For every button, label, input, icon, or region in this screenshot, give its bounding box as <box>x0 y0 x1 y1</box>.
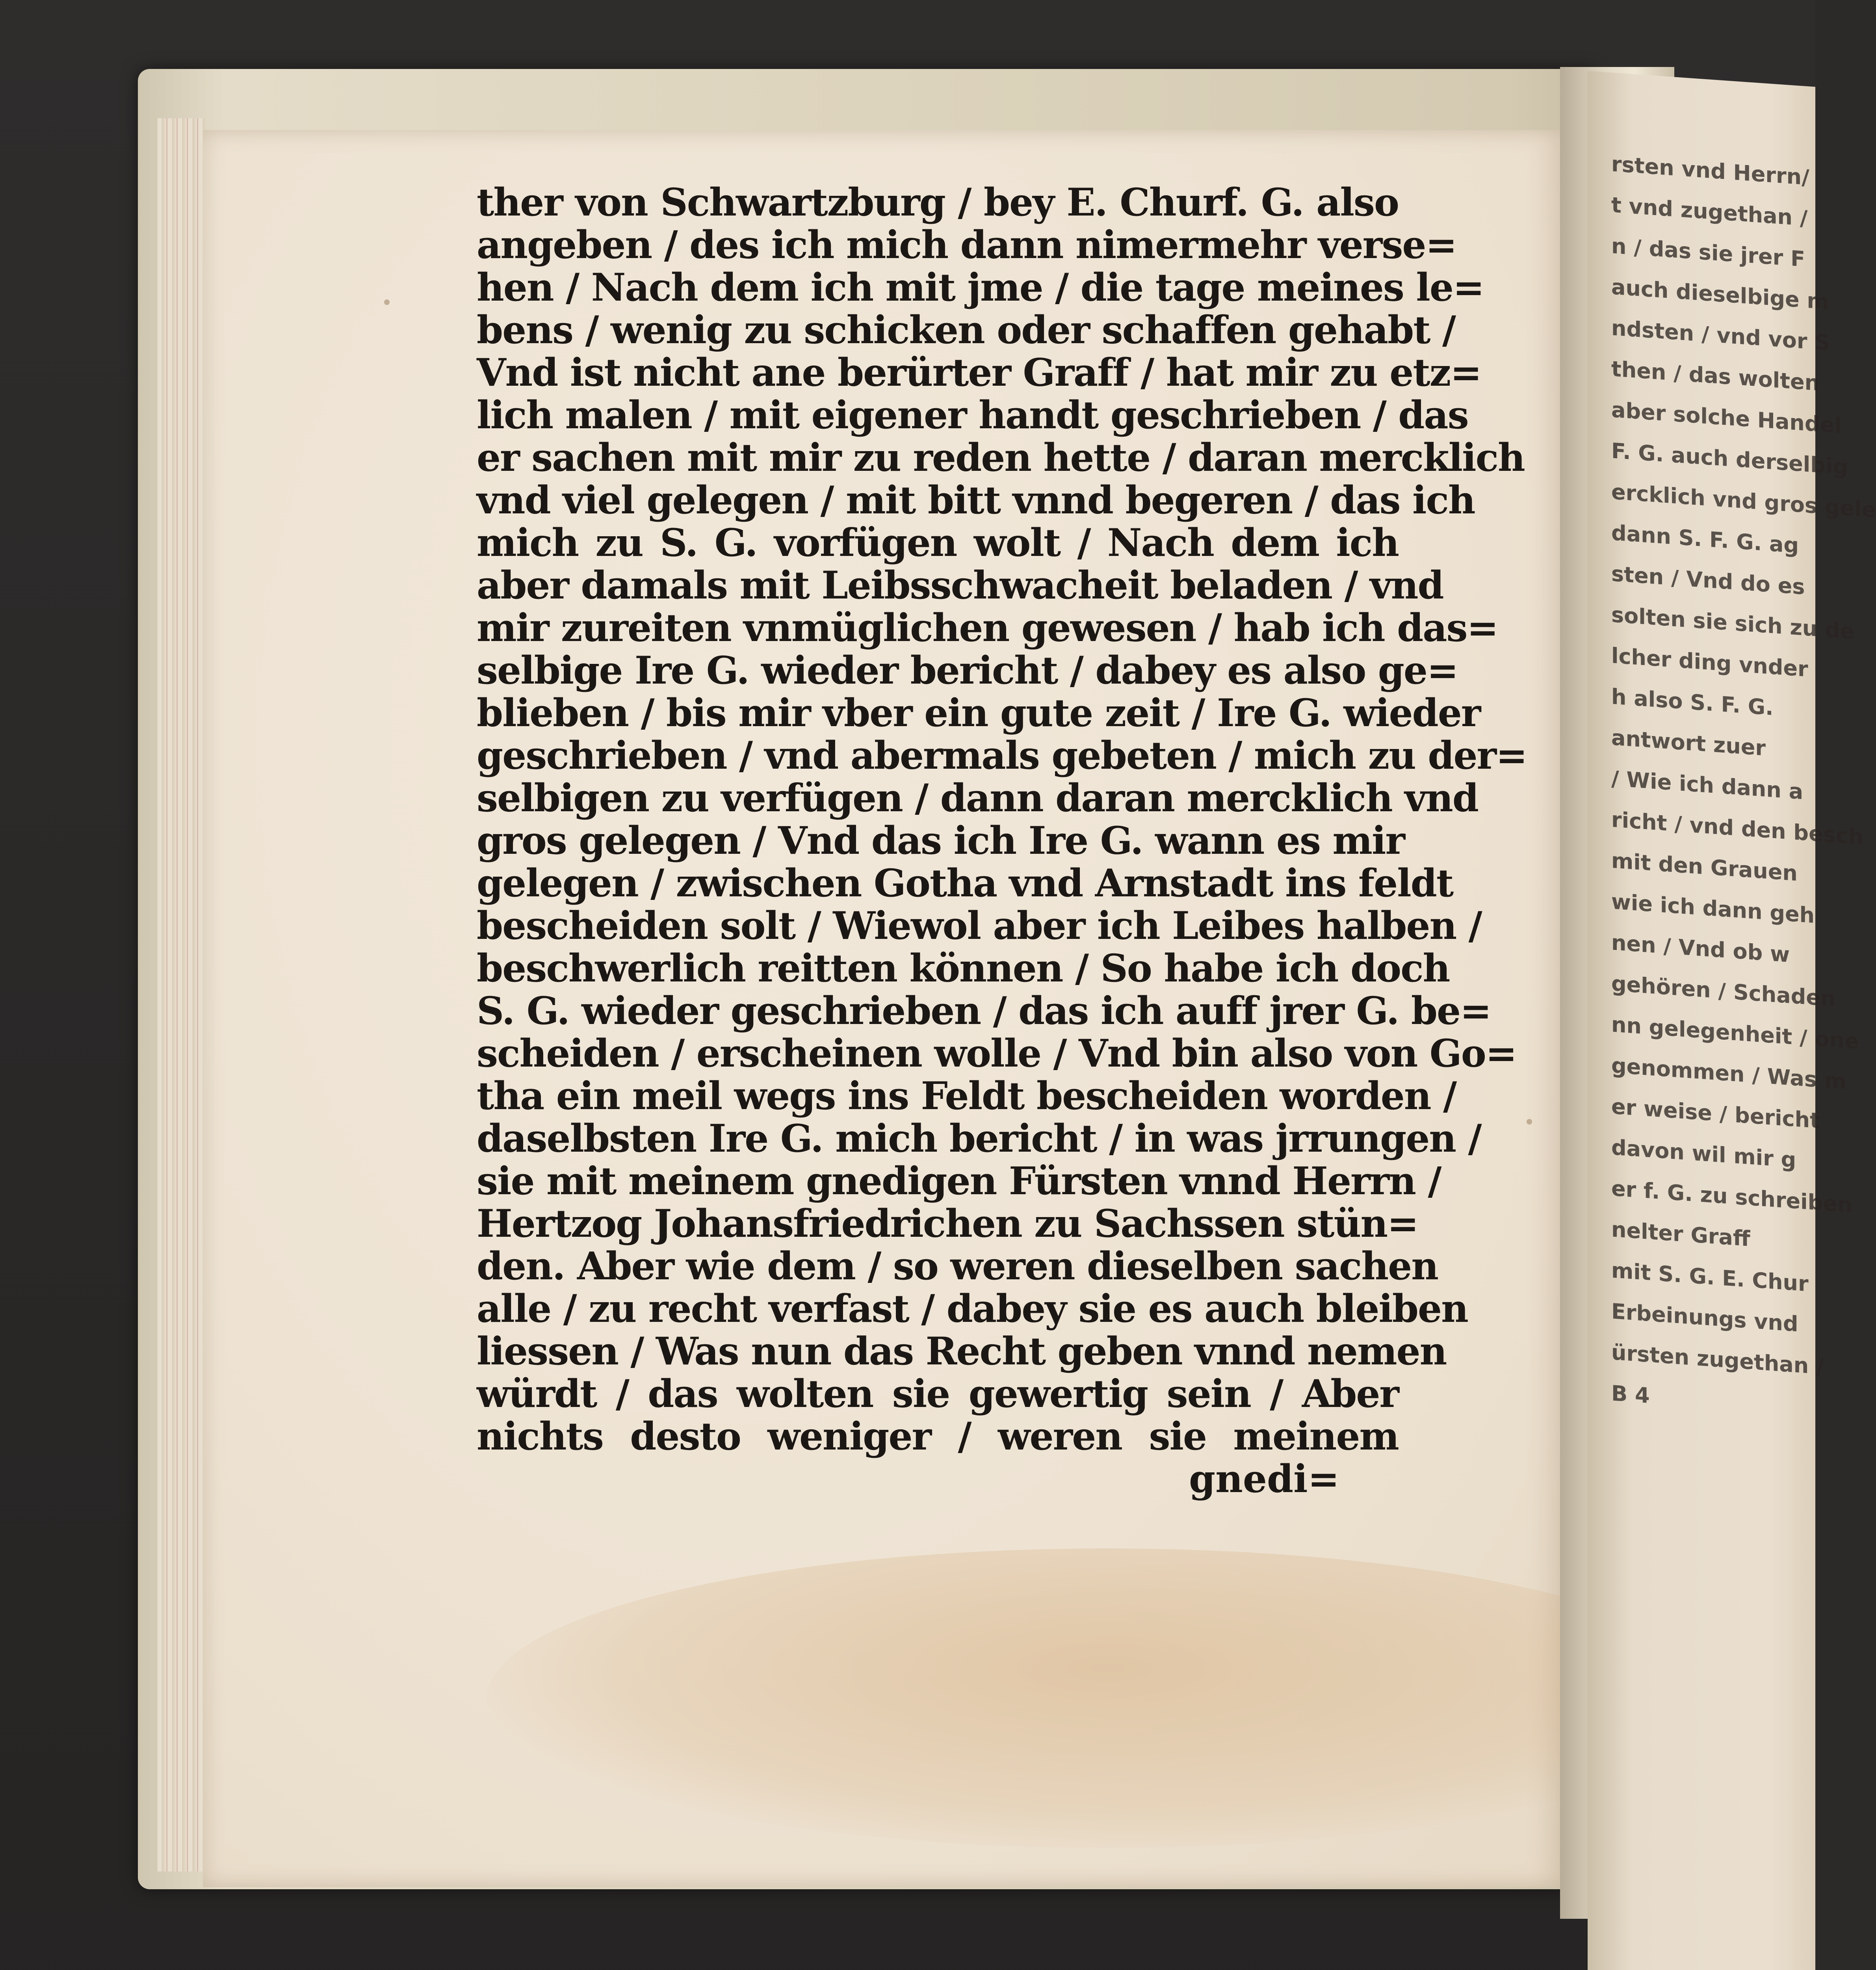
facing-text-line: er f. G. zu schreiben <box>1611 1176 1853 1218</box>
text-line: gros gelegen / Vnd das ich Ire G. wann es mir <box>477 818 1405 863</box>
facing-text-line: antwort zuer <box>1611 725 1766 761</box>
text-line: er sachen mit mir zu reden hette / daran mercklich <box>477 435 1525 480</box>
text-line: selbigen zu verfügen / dann daran mercklich vnd <box>477 776 1478 820</box>
text-line: geschrieben / vnd abermals gebeten / mich zu der= <box>477 733 1527 778</box>
facing-text-line: solten sie sich zu de <box>1611 602 1855 644</box>
text-line: selbige Ire G. wieder bericht / dabey es also ge= <box>477 648 1458 693</box>
text-line: hen / Nach dem ich mit jme / die tage meines le= <box>477 265 1484 310</box>
facing-text-line: / Wie ich dann a <box>1611 766 1804 805</box>
text-line: vnd viel gelegen / mit bitt vnnd begeren / das ich <box>477 478 1475 522</box>
facing-text-line: mit S. G. E. Chur <box>1611 1258 1809 1297</box>
facing-text-line: er weise / bericht <box>1611 1094 1820 1134</box>
facing-text-line: nn gelegenheit / one <box>1611 1012 1859 1054</box>
facing-text-line: nelter Graff <box>1611 1217 1750 1251</box>
text-line: den. Aber wie dem / so weren dieselben sachen <box>477 1244 1438 1288</box>
text-line: bescheiden solt / Wiewol aber ich Leibes halben / <box>477 903 1482 948</box>
text-line: sie mit meinem gnedigen Fürsten vnnd Herrn / <box>477 1159 1441 1203</box>
text-line: mir zureiten vnmüglichen gewesen / hab ich das= <box>477 606 1498 650</box>
facing-text-line: sten / Vnd do es <box>1611 561 1805 600</box>
text-line: blieben / bis mir vber ein gute zeit / Ire G. wieder <box>477 691 1480 735</box>
facing-text-line: mit den Grauen <box>1611 848 1798 886</box>
water-stain <box>487 1548 1727 1848</box>
text-line: Hertzog Johansfriedrichen zu Sachssen stün= <box>477 1201 1418 1246</box>
text-line: angeben / des ich mich dann nimermehr verse= <box>477 223 1456 267</box>
text-line: tha ein meil wegs ins Feldt bescheiden worden / <box>477 1074 1456 1118</box>
text-line: mich zu S. G. vorfügen wolt / Nach dem ich <box>477 520 1399 565</box>
facing-text-line: nen / Vnd ob w <box>1611 930 1790 967</box>
facing-text-line: h also S. F. G. <box>1611 684 1774 720</box>
facing-text-line: n / das sie jrer F <box>1611 233 1805 272</box>
facing-text-line: Erbeinungs vnd <box>1611 1299 1798 1337</box>
text-line: alle / zu recht verfast / dabey sie es auch bleiben <box>477 1286 1468 1331</box>
text-line: daselbsten Ire G. mich bericht / in was jrrungen / <box>477 1116 1481 1161</box>
facing-text-line: lcher ding vnder <box>1611 643 1808 682</box>
text-line: aber damals mit Leibsschwacheit beladen / vnd <box>477 563 1443 608</box>
text-line: scheiden / erscheinen wolle / Vnd bin also von Go= <box>477 1031 1517 1076</box>
facing-text-line: ercklich vnd gros gele <box>1611 479 1876 523</box>
text-line: ther von Schwartzburg / bey E. Churf. G. also <box>477 180 1399 225</box>
catchword: gnedi= <box>1189 1457 1339 1501</box>
facing-text-line: then / das wolten <box>1611 356 1820 396</box>
facing-text-line: t vnd zugethan / <box>1611 192 1808 231</box>
facing-text-line: davon wil mir g <box>1611 1135 1796 1173</box>
facing-text-line: F. G. auch derselbig <box>1611 438 1848 480</box>
facing-text-line: richt / vnd den besch <box>1611 807 1864 849</box>
page-edges <box>158 118 205 1872</box>
facing-text-line: gehören / Schaden <box>1611 971 1836 1012</box>
text-line: S. G. wieder geschrieben / das ich auff jrer G. be= <box>477 989 1491 1033</box>
text-line: lich malen / mit eigener handt geschrieben / das <box>477 393 1468 437</box>
foxing-spot <box>384 299 390 305</box>
text-line: bens / wenig zu schicken oder schaffen gehabt / <box>477 308 1456 352</box>
facing-text-line: wie ich dann geh <box>1611 889 1815 928</box>
facing-text-line: aber solche Handel <box>1611 397 1842 439</box>
text-line: würdt / das wolten sie gewertig sein / Aber <box>477 1372 1399 1416</box>
facing-page <box>1588 71 1876 1970</box>
facing-text-line: auch dieselbige m <box>1611 274 1829 314</box>
facing-text-line: B 4 <box>1611 1381 1650 1409</box>
facing-text-line: dann S. F. G. ag <box>1611 520 1799 558</box>
facing-text-line: genommen / Was m <box>1611 1053 1847 1094</box>
page-text <box>477 180 1527 1501</box>
facing-text-line: ürsten zugethan / <box>1611 1340 1824 1379</box>
text-line: beschwerlich reitten können / So habe ich doch <box>477 946 1450 991</box>
foxing-spot <box>1527 1119 1532 1124</box>
facing-text-line: rsten vnd Herrn/ <box>1611 151 1809 190</box>
facing-text-line: ndsten / vnd vor S <box>1611 315 1830 356</box>
text-line: gelegen / zwischen Gotha vnd Arnstadt ins feldt <box>477 861 1453 905</box>
facing-page-text <box>1611 143 1876 1428</box>
text-line: nichts desto weniger / weren sie meinem <box>477 1414 1399 1459</box>
text-line: liessen / Was nun das Recht geben vnnd nemen <box>477 1329 1447 1373</box>
text-line: Vnd ist nicht ane berürter Graff / hat mir zu etz= <box>477 350 1481 395</box>
